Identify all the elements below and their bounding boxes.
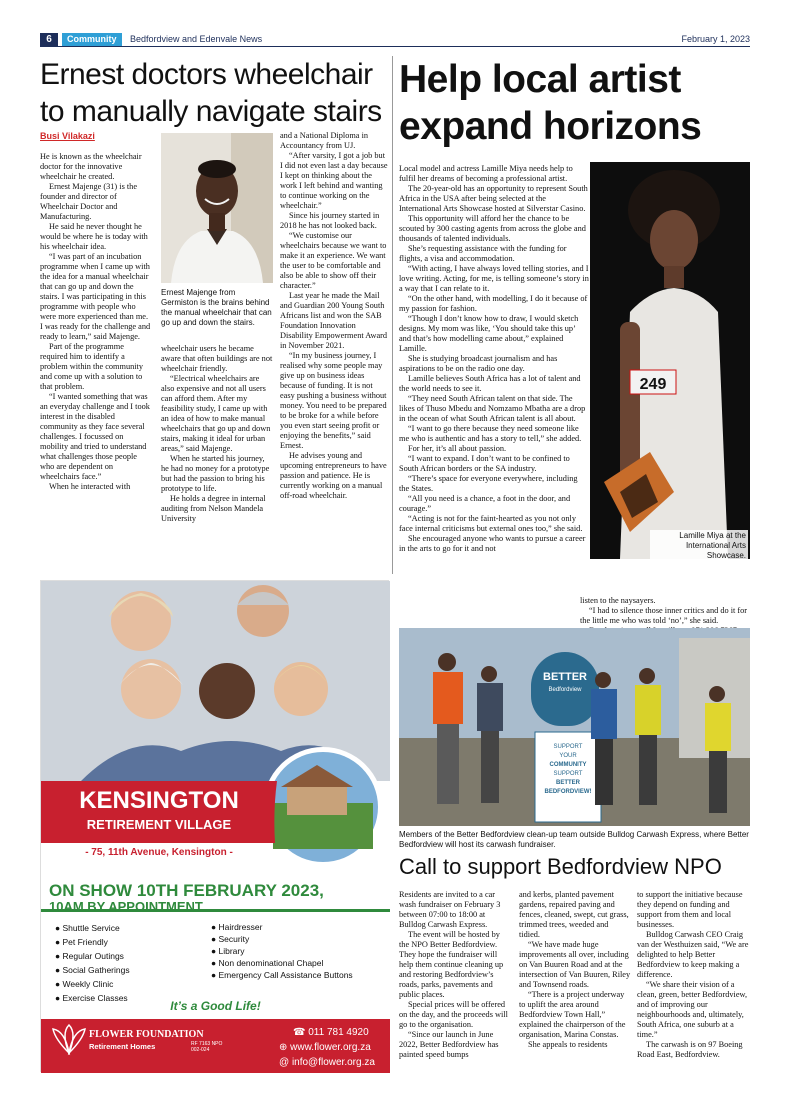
feature-item: ● Pet Friendly [55,937,108,947]
paragraph: Lamille believes South Africa has a lot of talent and the world needs to see it. [399,374,581,393]
paragraph: She encouraged anyone who wants to pursue a career in the arts to go for it and not [399,534,586,553]
paragraph: “Since our launch in June 2022, Better Bedfordview has painted speed bumps [399,1030,499,1059]
artist-headline: Help local artist expand horizons [399,58,702,148]
npo-column-3 [637,890,750,1080]
wheelchair-column-2 [161,344,273,574]
wheelchair-column-1 [40,152,152,574]
paragraph: “All you need is a chance, a foot in the door, and courage.” [399,494,571,513]
board-line: YOUR [559,753,577,759]
paragraph: to support the initiative because they depend on funding and support from them and local businesses. [637,890,743,929]
paragraph: “They need South African talent on that side. The likes of Thuso Mbedu and Nomzamo Mbatha are a drop in the ocean of what South African talent is all about. [399,394,586,423]
features-list-left [55,921,205,1005]
paragraph: “I wanted something that was an everyday challenge and I took interest in the disabled community as they face several challenges. I focussed on mobility and tried to understand what challenges those people who are dependent on wheelchairs face.” [40,392,150,481]
paragraph: She appeals to residents [528,1040,608,1049]
paragraph: “Though I don’t know how to draw, I would sketch designs. My mom was like, ‘You should take this up’ and that’s how modelling came about,” explained Lamille. [399,314,579,353]
feature-item: ● Hairdresser [211,922,263,932]
feature-item: ● Regular Outings [55,951,124,961]
feature-item: ● Exercise Classes [55,993,128,1003]
newspaper-name: Bedfordview and Edenvale News [130,34,263,44]
paragraph: “With acting, I have always loved telling stories, and I love writing. Acting, for me, is telling someone’s story in a way that I can relate to it. [399,264,589,293]
paragraph: The carwash is on 97 Boeing Road East, Bedfordview. [637,1040,743,1059]
paragraph: He is known as the wheelchair doctor for the innovative wheelchair he created. [40,152,142,181]
ernest-majenge-photo [161,133,273,283]
advert-title: KENSINGTON [79,787,239,814]
board-line: BETTER [556,780,580,786]
paragraph: “We share their vision of a clean, green, better Bedfordview, and of improving our neighbourhoods and, ultimately, South Africa, one suburb at a time.” [637,980,748,1039]
feature-item: ● Social Gatherings [55,965,130,975]
wheelchair-column-3 [280,131,388,574]
advert-email[interactable]: @ info@flower.org.za [279,1057,375,1068]
section-label: Community [62,33,122,46]
artist-illustration [590,162,750,559]
paragraph: “In my business journey, I realised why some people may give up on business ideas because of funding. It is not easy pushing a business without money. You need to be prepared to be broke for a while before you even start seeing profit or enjoying the benefits,” said Ernest. [280,351,387,450]
paragraph: Local model and actress Lamille Miya needs help to fulfil her dreams of becoming a professional artist. [399,164,573,183]
paragraph: “I want to expand. I don’t want to be confined to South African borders or the SA industry. [399,454,570,473]
paragraph: “After varsity, I got a job but I did not even last a day because I kept on thinking about the work I left behind and wanting to continue working on the wheelchair.” [280,151,388,210]
feature-item: ● Shuttle Service [55,923,120,933]
paragraph: He said he never thought he would be where he is today with his wheelchair idea. [40,222,148,251]
paragraph: wheelchair users he became aware that often buildings are not wheelchair friendly. [161,344,273,373]
paragraph: “Acting is not for the faint-hearted as you not only face internal criticisms but external ones too,” she said. [399,514,583,533]
lamille-miya-photo [590,162,750,559]
show-date: ON SHOW 10TH FEBRUARY 2023, [49,881,324,900]
kensington-advert[interactable] [40,580,389,1072]
npo-column-1 [399,890,511,1080]
cleanup-team-photo [399,628,750,826]
advert-subtitle: RETIREMENT VILLAGE [86,817,232,832]
paragraph: When he interacted with [49,482,131,491]
paragraph: “We customise our wheelchairs because we want to make it an experience. We want the user to be comfortable and also be able to show off their character.” [280,231,387,290]
paragraph: Since his journey started in 2018 he has not looked back. [280,211,380,230]
paragraph: She is studying broadcast journalism and has aspirations to be on the radio one day. [399,354,558,373]
feature-item: ● Weekly Clinic [55,979,114,989]
npo-column-2 [519,890,631,1080]
issue-date: February 1, 2023 [681,34,750,44]
cleanup-illustration [399,628,750,826]
paragraph: He holds a degree in internal auditing from Nelson Mandela University [161,494,266,523]
wheelchair-headline: Ernest doctors wheelchair to manually navigate stairs [40,58,382,128]
board-line: SUPPORT [553,744,583,750]
artist-column-1 [399,164,589,620]
npo-headline: Call to support Bedfordview NPO [399,854,722,879]
artist-photo-caption: Lamille Miya at the International Arts Showcase. [650,530,748,562]
brand-subtitle: Retirement Homes [89,1042,156,1051]
features-list-right [211,921,387,981]
paragraph: Last year he made the Mail and Guardian 200 Young South Africans list and won the SAB Foundation Innovation Disability Empowerment Award in November 2021. [280,291,388,350]
paragraph: This opportunity will afford her the chance to be scouted by 300 casting agents from across the globe and thousands of talented individuals. [399,214,586,243]
paragraph: “On the other hand, with modelling, I do it because of my passion for fashion. [399,294,588,313]
brand-name: FLOWER FOUNDATION [89,1029,204,1040]
paragraph: “There’s space for everyone everywhere, including the States. [399,474,578,493]
paragraph: For her, it’s all about passion. [408,444,507,453]
feature-item: ● Library [211,946,245,956]
paragraph: He advises young and upcoming entrepreneurs to have passion and patience. He is currently working on a manual off-road wheelchair. [280,451,387,500]
paragraph: Part of the programme required him to identify a problem within the community and come up with a solution to that problem. [40,342,144,391]
phone-icon: ☎ [293,1027,306,1038]
feature-item: ● Emergency Call Assistance Buttons [211,970,353,980]
paragraph: Bulldog Carwash CEO Craig van der Westhuizen said, “We are delighted to help Better Bedfordview to keep making a difference. [637,930,749,979]
sign-bedfordview: Bedfordview [548,687,582,693]
board-line: SUPPORT [553,771,583,777]
paragraph: “Electrical wheelchairs are also expensive and not all users can afford them. After my feasibility study, I came up with an idea of how to make manual wheelchairs that go up and down stairs, making it ideal for urban areas,” said Majenge. [161,374,271,453]
paragraph: Residents are invited to a car wash fundraiser on February 3 between 07:00 to 18:00 at Bulldog Carwash Express. [399,890,501,929]
advert-slogan: It’s a Good Life! [170,999,261,1013]
contestant-number: 249 [639,376,667,393]
paragraph: “There is a project underway to uplift the area around Bedfordview Town Hall,” explained the chairperson of the organisation, Marina Constas. [519,990,626,1039]
paragraph: She’s requesting assistance with the funding for flights, a visa and accommodation. [399,244,567,263]
advert-phone[interactable]: ☎ 011 781 4920 [293,1027,369,1038]
feature-item: ● Security [211,934,250,944]
cleanup-photo-caption: Members of the Better Bedfordview clean-up team outside Bulldog Carwash Express, where Better Bedfordview will host its carwash fundraiser. [399,830,749,849]
wheelchair-photo-caption: Ernest Majenge from Germiston is the brains behind the manual wheelchair that can go up and down the stairs. [161,288,272,327]
at-icon: @ [279,1057,290,1068]
paragraph: “I was part of an incubation programme when I came up with the idea for a manual wheelchair that can go up and down the stairs. I was participating in this programme with people who were more experienced than me. I was ready for the challenge and ready to learn,” said Majenge. [40,252,151,341]
byline[interactable]: Busi Vilakazi [40,131,95,141]
column-divider [392,56,393,574]
feature-item: ● Non denominational Chapel [211,958,324,968]
artist-column-2 [580,596,750,624]
paragraph: The 20-year-old has an opportunity to represent South Africa in the USA after being selected at the International Arts Showcase hosted at Silverstar Casino. [399,184,588,213]
board-line: COMMUNITY [549,762,587,768]
advert-address: - 75, 11th Avenue, Kensington - [85,847,233,858]
portrait-illustration [161,133,273,283]
advert-website[interactable]: ⊕ www.flower.org.za [279,1042,371,1053]
board-line: BEDFORDVIEW! [544,789,592,795]
paragraph: listen to the naysayers. [580,596,656,605]
page-number: 6 [40,33,58,46]
worker-figure [433,653,463,804]
sign-better: BETTER [543,671,587,683]
paragraph: When he started his journey, he had no money for a prototype but had the passion to bring his prototype to life. [161,454,270,493]
globe-icon: ⊕ [279,1042,288,1053]
registration-number: RF 7163 NPO 002-024 [191,1041,223,1053]
paragraph: and kerbs, planted pavement gardens, repaired paving and fences, cleaned, swept, cut grass, trimmed trees, weeded and tidied. [519,890,629,939]
paragraph: “I want to go there because they need someone like me who is authentic and has a story to tell,” she added. [399,424,582,443]
paragraph: “I had to silence those inner critics and do it for the little me who was told ‘no’,” she said. [580,606,748,625]
page-header [40,33,750,47]
paragraph: Special prices will be offered on the day, and the proceeds will go to the organisation. [399,1000,508,1029]
paragraph: and a National Diploma in Accountancy from UJ. [280,131,369,150]
paragraph: Ernest Majenge (31) is the founder and director of Wheelchair Doctor and Manufacturing. [40,182,138,221]
paragraph: The event will be hosted by the NPO Better Bedfordview. They hope the fundraiser will help them continue cleaning up and restoring Bedfordview’s roads, parks, pavements and public places. [399,930,504,999]
show-time: 10AM BY APPOINTMENT [49,899,203,914]
paragraph: “We have made huge improvements all over, including on Van Buuren Road and at the intersection of Van Buuren, Riley and Townsend roads. [519,940,631,989]
